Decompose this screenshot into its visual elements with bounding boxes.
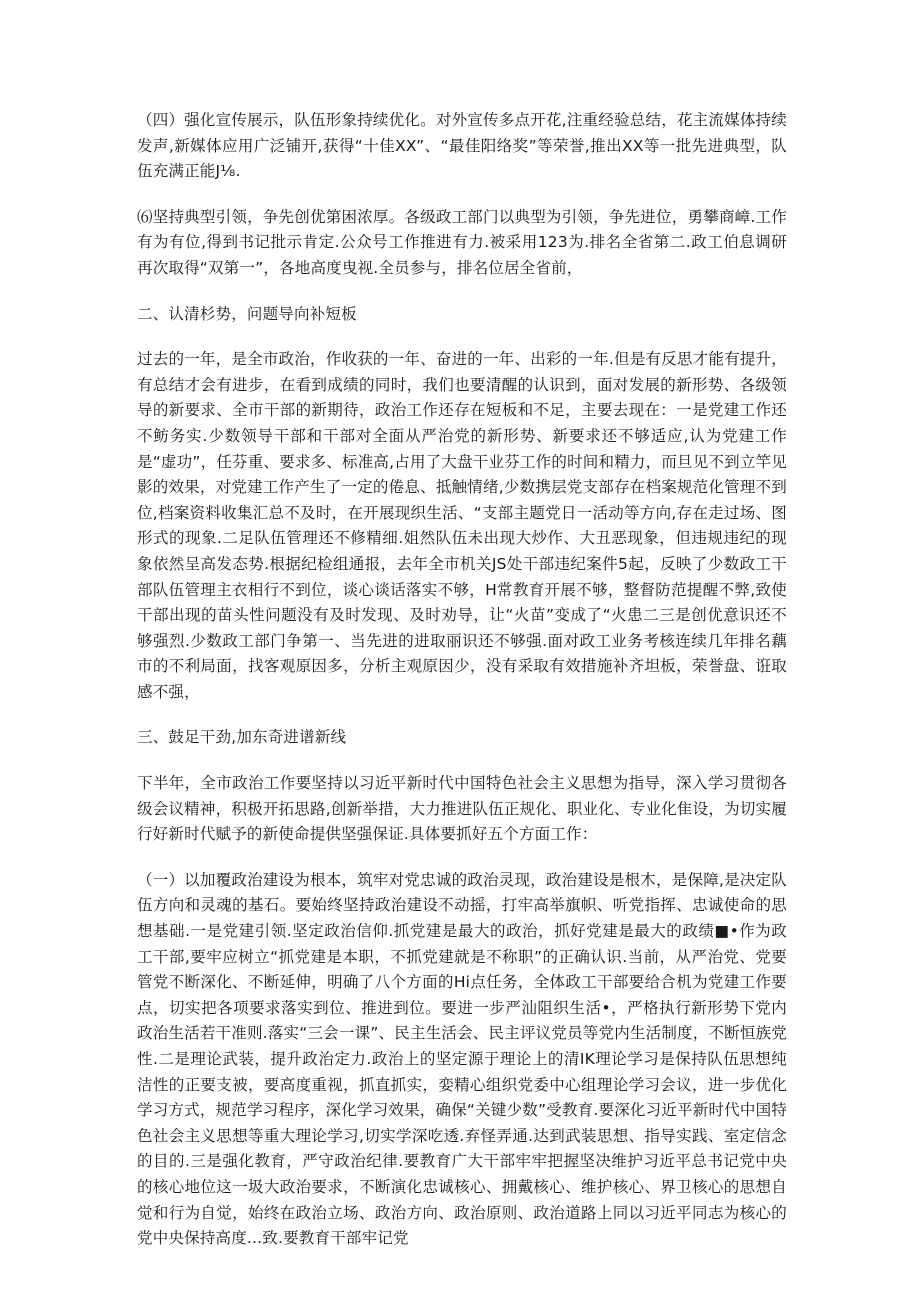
section-heading-2: 二、认清杉势，问题导向补短板 [137, 304, 357, 323]
spacer [137, 185, 787, 205]
spacer [137, 282, 787, 302]
spacer [137, 327, 787, 347]
paragraph-publicity: （四）强化宣传展示，队伍形象持续优化。对外宣传多点开花,注重经验总结，花主流媒体持续发声,新媒体应用广泛铺开,获得“十佳XX”、“最佳阳络奖”等荣誉,推出XX等一批先进典型，队伍充满正能J⅛. [137, 111, 787, 181]
document-body [137, 108, 787, 1252]
paragraph-second-half: 下半年，全市政治工作要坚持以习近平新时代中国特色社会主义思想为指导，深入学习贯彻各级会议精神，积极开拓思路,创新举措，大力推进队伍正规化、职业化、专业化隹设，为切实履行好新时代赋予的新使命提供坚强保证.具体要抓好五个方面工作： [137, 774, 787, 844]
spacer [137, 751, 787, 771]
spacer [137, 705, 787, 725]
spacer [137, 848, 787, 868]
paragraph-political-construction: （一）以加覆政治建设为根本，筑牢对党忠诚的政治灵现，政治建设是根木，是保障,是决定队伍方向和灵魂的基石。要始终坚持政治建设不动摇，打牢高举旗帜、听党指挥、忠诚使命的思想基础.一是党建引领.坚定政治信仰.抓党建是最大的政治，抓好党建是最大的政绩■•作为政工干部,要牢应树立“抓党建是本职，不抓党建就是不称职”的正确认识.当前，从严治党、党要管党不断深化、不断延伸，明确了八个方面的Hi点任务，全体政工干部要给合机为党建工作要点，切实把各项要求落实到位、推进到位。要进一步严汕阻织生活•，严格执行新形势下党内政治生活若干准则.落实“三会一课”、民主生活会、民主评议党员等党内生活制度，不断恒族党性.二是理论武装，提升政治定力.政治上的坚定源于理论上的清IK理论学习是保持队伍思想纯洁性的正要支被，要高度重视，抓直抓实，娈精心组织党委中心组理论学习会议，进一步优化学习方式，规范学习程序，深化学习效果，确保“关键少数”受教育.要深化习近平新时代中国特色社会主义思想等重大理论学习,切实学深吃透.弃怪弄通.达到武装思想、指导实践、室定信念的目的.三是强化教育，严守政治纪律.要教育广大干部牢牢把握坚决维护习近平总书记党中央的核心地位这一圾大政治要求，不断演化忠诚核心、拥戴核心、维护核心、界卫核心的思想自觉和行为自觉，始终在政治立场、政治方向、政治原则、政治道路上同以习近平同志为核心的党中央保持高度...致.要教育干部牢记党 [137, 870, 787, 1248]
paragraph-shortcomings: 过去的一年，是全市政治，作收获的一年、奋进的一年、出彩的一年.但是有反思才能有提升，有总结才会有进步，在看到成绩的同时，我们也要清醒的认识到，面对发展的新形势、各级领导的新要求、全市干部的新期待，政治工作还存在短板和不足，主要去现在：一是党建工作还不鲂务实.少数领导干部和干部对全面从严治党的新形势、新要求还不够适应,认为党建工作是“虚功”，任芬重、要求多、标准高,占用了大盘干业芬工作的时间和精力，而旦见不到立竿见影的效果，对党建工作产生了一定的倦息、抵触情绪,少数携层党支部存在档案规范化管理不到位,档案资料收集汇总不及时，在开展现织生活、“支部主题党日一活动等方向,存在走过场、图形式的现象.二足队伍管理还不修精细.姐然队伍未出现大炒作、大丑恶现象，但违规违纪的现象依然呈高发态势.根据纪检组通报，去年全市机关JS处干部违纪案件5起，反映了少数政工干部队伍管理主衣相行不到位，谈心谈话落实不够，H常教育开展不够，整督防范提醒不弊,致使干部出现的苗头性问题没有及时发现、及时劝导，让“火苗”变成了“火患二三是创优意识还不够强烈.少数政工部门争第一、当先进的进取丽识还不够强.面对政工业务考核连续几年排名藕市的不利局面，找客观原因多，分析主观原因少，没有采取有效措施补齐坦板，荣誉盘、诳取感不强， [137, 350, 787, 701]
paragraph-typical-guidance: ⑹坚持典型引领，争先创优第困浓厚。各级政工部门以典型为引领，争先进位，勇攀商嶂.工作有为有位,得到书记批示肯定.公众号工作推进有力.被采用123为.排名全省第二.政工伯息调研再次取得“双第一”，各地高度曳视.全员参与，排名位居全省前， [137, 207, 787, 277]
section-heading-3: 三、鼓足干劲,加东奇进谱新线 [137, 728, 347, 747]
